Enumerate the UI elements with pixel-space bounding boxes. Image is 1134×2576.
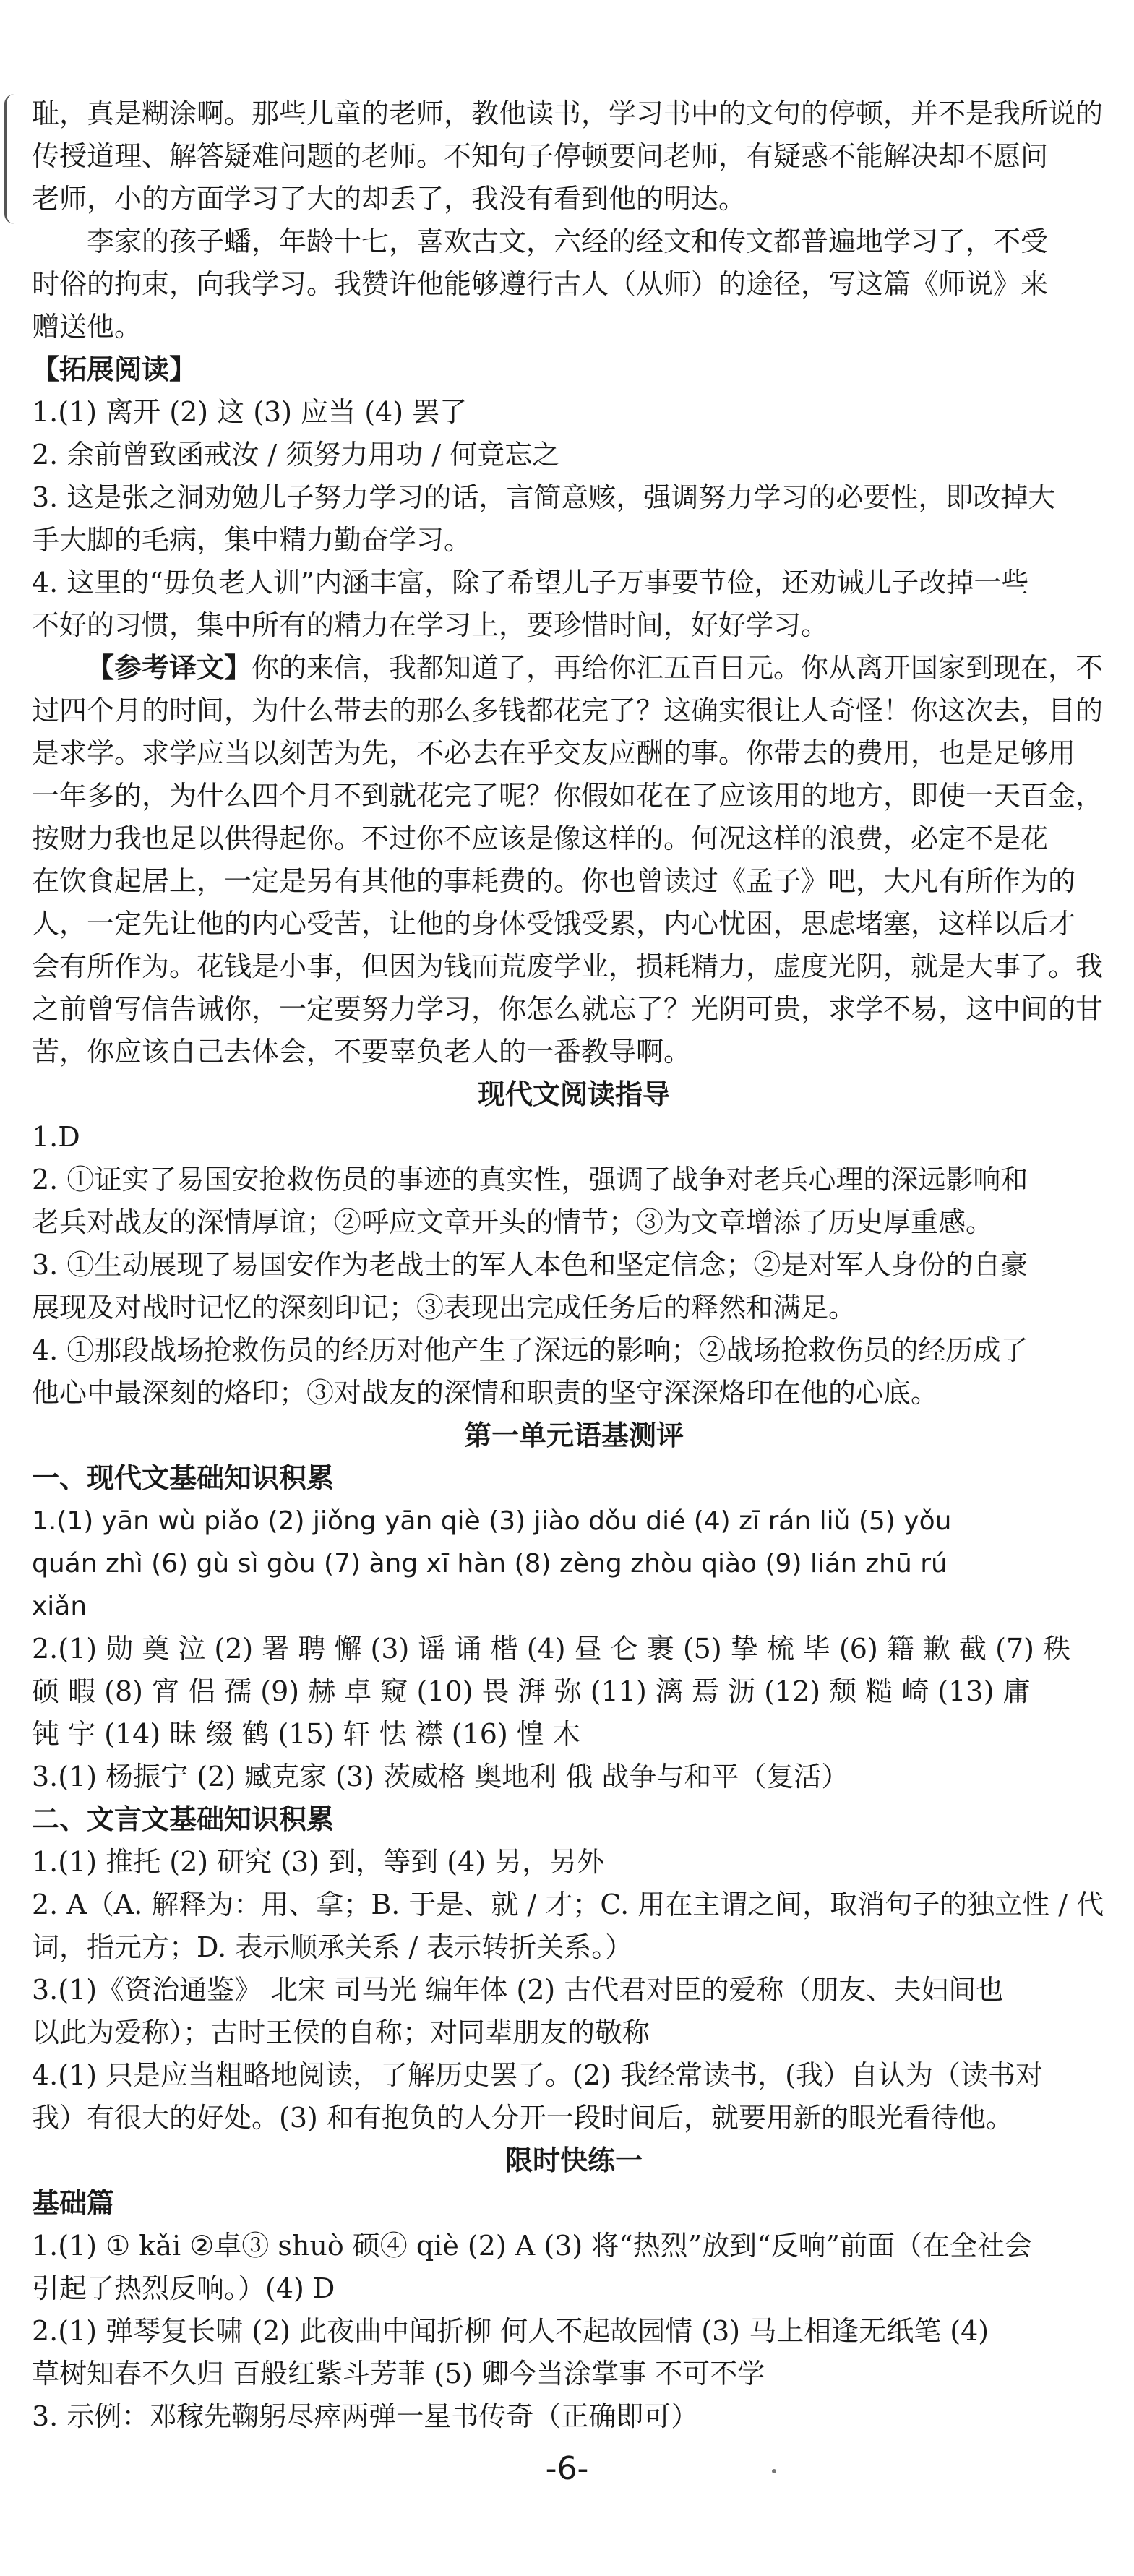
translation-continued <box>32 93 1116 348</box>
answer-item: 不好的习惯，集中所有的精力在学习上，要珍惜时间，好好学习。 <box>32 609 829 641</box>
answer-page <box>32 93 1116 2438</box>
answer-item: 词，指元方；D. 表示顺承关系 / 表示转折关系。） <box>32 1931 633 1963</box>
page-number: -6- <box>545 2450 589 2487</box>
answer-item: 硕 暇 (8) 宵 侣 孺 (9) 赫 卓 窥 (10) 畏 湃 弥 (11) 漓 焉 沥 (12) 颓 糙 崎 (13) 庸 <box>32 1675 1031 1707</box>
answer-item: 2. 余前曾致函戒汝 / 须努力用功 / 何竟忘之 <box>32 439 560 471</box>
answer-item: 手大脚的毛病，集中精力勤奋学习。 <box>32 524 472 556</box>
answer-item: 他心中最深刻的烙印；③对战友的深情和职责的坚守深深烙印在他的心底。 <box>32 1377 939 1409</box>
text-line: 在饮食起居上，一定是另有其他的事耗费的。你也曾读过《孟子》吧，大凡有所作为的 <box>32 865 1076 897</box>
text-line: 时俗的拘束，向我学习。我赞许他能够遵行古人（从师）的途径，写这篇《师说》来 <box>32 268 1049 300</box>
answer-item: 3.(1)《资治通鉴》 北宋 司马光 编年体 (2) 古代君对臣的爱称（朋友、夫妇间也 <box>32 1974 1004 2006</box>
answer-item: 3. ①生动展现了易国安作为老战士的军人本色和坚定信念；②是对军人身份的自豪 <box>32 1249 1028 1281</box>
section-title: 限时快练一 <box>504 2144 643 2176</box>
reference-label: 【参考译文】 <box>87 652 252 684</box>
modern-reading-section <box>32 1073 1116 1414</box>
answer-item: 1.(1) 推托 (2) 研究 (3) 到，等到 (4) 另，另外 <box>32 1846 605 1878</box>
answer-item: 老兵对战友的深情厚谊；②呼应文章开头的情节；③为文章增添了历史厚重感。 <box>32 1206 994 1238</box>
text-line: 按财力我也足以供得起你。不过你不应该是像这样的。何况这样的浪费，必定不是花 <box>32 823 1049 854</box>
text-line: 是求学。求学应当以刻苦为先，不必去在乎交友应酬的事。你带去的费用，也是足够用 <box>32 737 1076 769</box>
answer-item: 以此为爱称）；古时王侯的自称；对同辈朋友的敬称 <box>32 2017 650 2048</box>
pinyin-line: quán zhì (6) gù sì gòu (7) àng xī hàn (8) zèng zhòu qiào (9) lián zhū rú <box>32 1549 948 1579</box>
answer-item: 1.(1) ① kǎi ②卓③ shuò 硕④ qiè (2) A (3) 将“热烈”放到“反响”前面（在全社会 <box>32 2230 1032 2262</box>
pinyin-line: xiǎn <box>32 1592 87 1621</box>
sub-heading: 基础篇 <box>32 2187 115 2219</box>
section-title: 第一单元语基测评 <box>463 1420 684 1451</box>
quick-practice-section <box>32 2139 1116 2438</box>
reference-translation <box>32 647 1116 690</box>
section-heading: 【拓展阅读】 <box>32 353 197 385</box>
answer-item: 1.D <box>32 1121 80 1153</box>
unit-test-section <box>32 1414 1116 2139</box>
extended-reading-section <box>32 348 1116 1073</box>
print-speck <box>772 2469 776 2473</box>
answer-item: 1.(1) 离开 (2) 这 (3) 应当 (4) 罢了 <box>32 396 468 428</box>
answer-item: 我）有很大的好处。(3) 和有抱负的人分开一段时间后，就要用新的眼光看待他。 <box>32 2102 1013 2134</box>
sub-heading: 二、文言文基础知识积累 <box>32 1803 335 1835</box>
section-title: 现代文阅读指导 <box>477 1078 670 1110</box>
text-line: 会有所作为。花钱是小事，但因为钱而荒废学业，损耗精力，虚度光阴，就是大事了。我 <box>32 950 1104 982</box>
answer-item: 草树知春不久归 百般红紫斗芳菲 (5) 卿今当涂掌事 不可不学 <box>32 2358 765 2390</box>
text-line: 李家的孩子蟠，年龄十七，喜欢古文，六经的经文和传文都普遍地学习了，不受 <box>87 226 1049 257</box>
text-line: 一年多的，为什么四个月不到就花完了呢？你假如花在了应该用的地方，即使一天百金， <box>32 780 1104 812</box>
text-line: 传授道理、解答疑难问题的老师。不知句子停顿要问老师，有疑惑不能解决却不愿问 <box>32 140 1049 172</box>
answer-item: 2.(1) 弹琴复长啸 (2) 此夜曲中闻折柳 何人不起故园情 (3) 马上相逢无纸笔 (4) <box>32 2315 989 2347</box>
text-line: 你的来信，我都知道了，再给你汇五百日元。你从离开国家到现在，不 <box>252 652 1104 684</box>
answer-item: 引起了热烈反响。）(4) D <box>32 2272 335 2304</box>
answer-item: 4.(1) 只是应当粗略地阅读，了解历史罢了。(2) 我经常读书，(我）自认为（读书对 <box>32 2059 1043 2091</box>
answer-item: 4. ①那段战场抢救伤员的经历对他产生了深远的影响；②战场抢救伤员的经历成了 <box>32 1334 1028 1366</box>
answer-item: 展现及对战时记忆的深刻印记；③表现出完成任务后的释然和满足。 <box>32 1292 856 1323</box>
answer-item: 2. A（A. 解释为：用、拿；B. 于是、就 / 才；C. 用在主谓之间，取消句子的独立性 / 代 <box>32 1889 1104 1920</box>
answer-item: 2. ①证实了易国安抢救伤员的事迹的真实性，强调了战争对老兵心理的深远影响和 <box>32 1164 1028 1195</box>
answer-item: 钝 宇 (14) 昧 缀 鹤 (15) 轩 怯 襟 (16) 惶 木 <box>32 1718 580 1750</box>
text-line: 苦，你应该自己去体会，不要辜负老人的一番教导啊。 <box>32 1036 692 1068</box>
text-line: 耻，真是糊涂啊。那些儿童的老师，教他读书，学习书中的文句的停顿，并不是我所说的 <box>32 98 1104 129</box>
answer-item: 3.(1) 杨振宁 (2) 臧克家 (3) 茨威格 奥地利 俄 战争与和平（复活） <box>32 1761 849 1793</box>
answer-item: 3. 这是张之洞劝勉儿子努力学习的话，言简意赅，强调努力学习的必要性，即改掉大 <box>32 481 1056 513</box>
answer-item: 3. 示例：邓稼先鞠躬尽瘁两弹一星书传奇（正确即可） <box>32 2400 699 2432</box>
text-line: 过四个月的时间，为什么带去的那么多钱都花完了？这确实很让人奇怪！你这次去，目的 <box>32 695 1104 726</box>
text-line: 赠送他。 <box>32 311 142 343</box>
text-line: 人，一定先让他的内心受苦，让他的身体受饿受累，内心忧困，思虑堵塞，这样以后才 <box>32 908 1076 940</box>
pinyin-line: 1.(1) yān wù piǎo (2) jiǒng yān qiè (3) jiào dǒu dié (4) zī rán liǔ (5) yǒu <box>32 1506 952 1536</box>
answer-item: 2.(1) 勋 奠 泣 (2) 署 聘 懈 (3) 谣 诵 楷 (4) 昼 仑 裹 (5) 挚 梳 毕 (6) 籍 歉 截 (7) 秩 <box>32 1633 1071 1665</box>
margin-binding-mark <box>4 94 20 224</box>
text-line: 老师，小的方面学习了大的却丢了，我没有看到他的明达。 <box>32 183 747 215</box>
sub-heading: 一、现代文基础知识积累 <box>32 1462 335 1494</box>
text-line: 之前曾写信告诫你，一定要努力学习，你怎么就忘了？光阴可贵，求学不易，这中间的甘 <box>32 993 1104 1025</box>
answer-item: 4. 这里的“毋负老人训”内涵丰富，除了希望儿子万事要节俭，还劝诫儿子改掉一些 <box>32 567 1029 598</box>
